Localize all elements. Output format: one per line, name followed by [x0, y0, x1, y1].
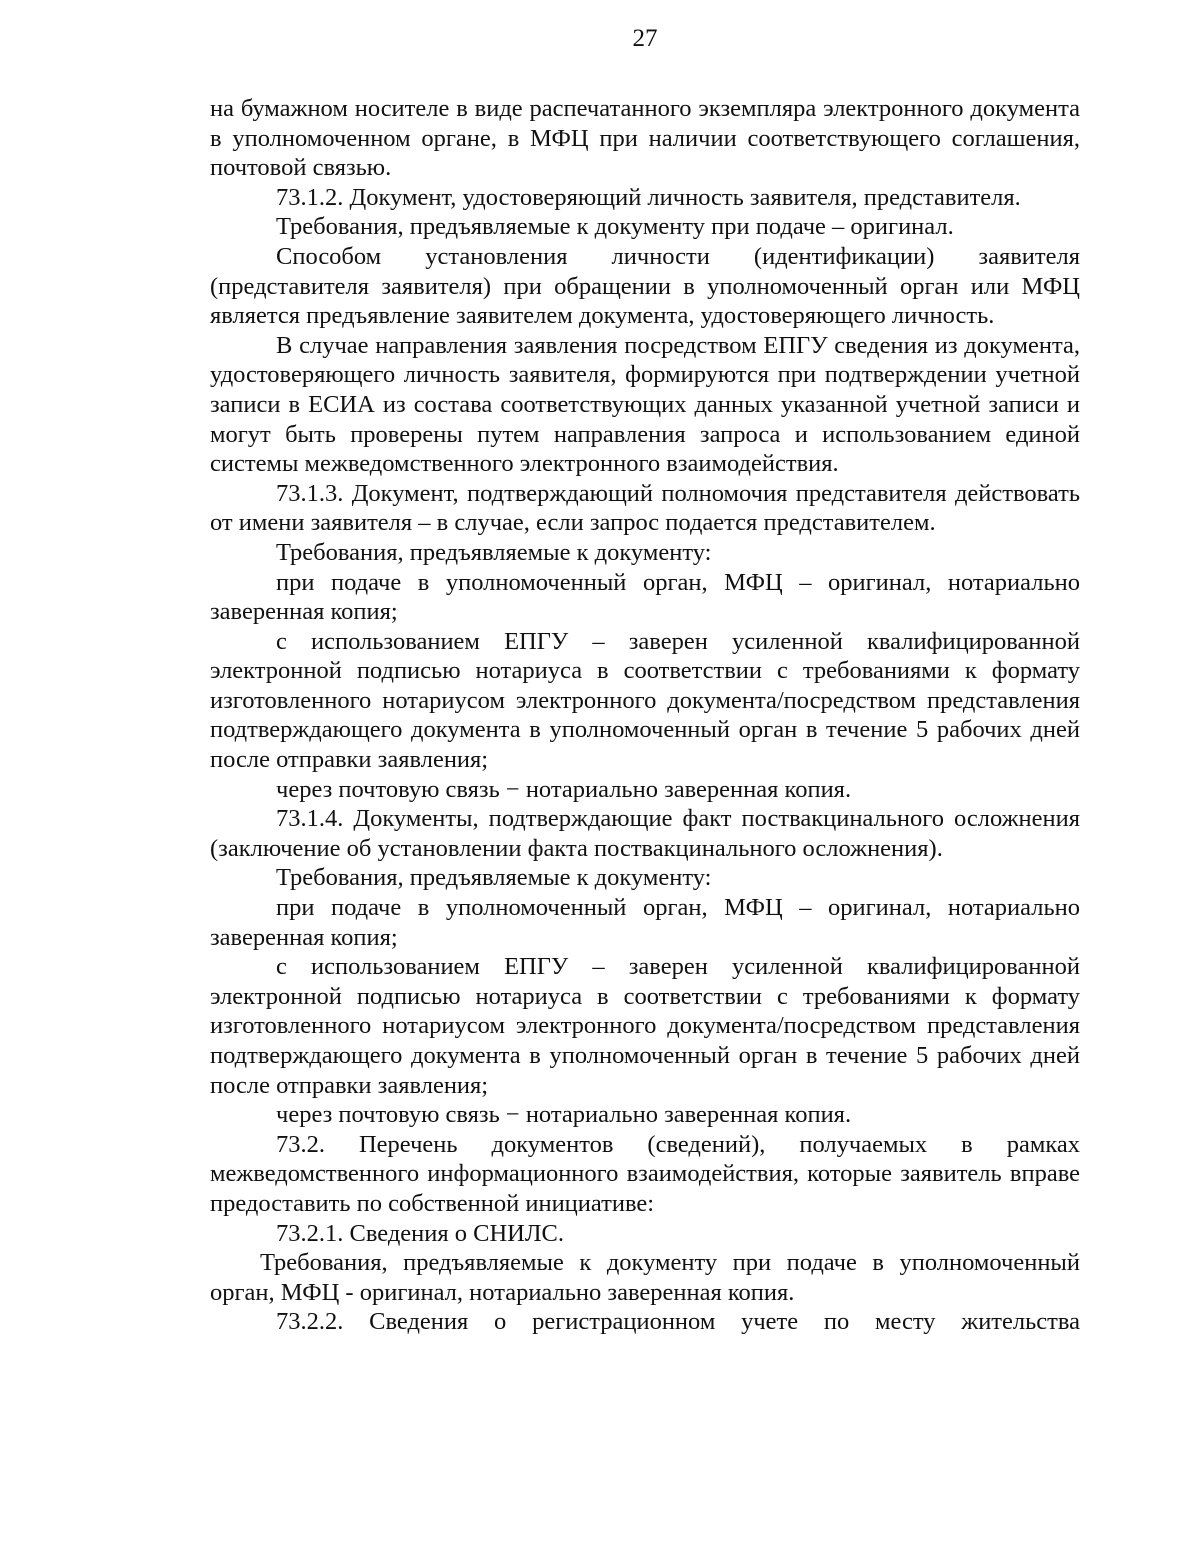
paragraph-73-2-2: 73.2.2. Сведения о регистрационном учете по месту жительства	[276, 1308, 1080, 1336]
paragraph-via-post: через почтовую связь − нотариально заверенная копия.	[276, 775, 852, 803]
document-body	[210, 94, 1080, 1337]
paragraph-73-1-2: 73.1.2. Документ, удостоверяющий личность заявителя, представителя.	[276, 183, 1021, 211]
paragraph-in-person: при подаче в уполномоченный орган, МФЦ – оригинал, нотариально заверенная копия;	[210, 568, 1080, 626]
paragraph-73-2-1: 73.2.1. Сведения о СНИЛС.	[276, 1219, 564, 1247]
paragraph-snils-requirements: Требования, предъявляемые к документу при подаче в уполномоченный орган, МФЦ - оригинал, нотариально заверенная копия.	[210, 1249, 1080, 1306]
paragraph-continuation: на бумажном носителе в виде распечатанного экземпляра электронного документа в уполномоченном органе, в МФЦ при наличии соответствующего соглашения, почтовой связью.	[210, 95, 1080, 182]
paragraph-73-1-3: 73.1.3. Документ, подтверждающий полномочия представителя действовать от имени заявителя – в случае, если запрос подается представителем.	[210, 479, 1080, 537]
paragraph-73-2: 73.2. Перечень документов (сведений), получаемых в рамках межведомственного информационного взаимодействия, которые заявитель вправе предоставить по собственной инициативе:	[210, 1130, 1080, 1217]
paragraph-73-1-4: 73.1.4. Документы, подтверждающие факт поствакцинального осложнения (заключение об установлении факта поствакцинального осложнения).	[210, 805, 1080, 862]
paragraph-via-epgu: с использованием ЕПГУ – заверен усиленной квалифицированной электронной подписью нотариуса в соответствии с требованиями к формату изготовленного нотариусом электронного документа/посредством представления подтверждающего документа в уполномоченный орган в течение 5 рабочих дней после отправки заявления;	[210, 953, 1080, 1099]
paragraph-requirements-heading: Требования, предъявляемые к документу:	[276, 538, 712, 566]
paragraph-via-epgu: с использованием ЕПГУ – заверен усиленной квалифицированной электронной подписью нотариуса в соответствии с требованиями к формату изготовленного нотариусом электронного документа/посредством представления подтверждающего документа в уполномоченный орган в течение 5 рабочих дней после отправки заявления;	[210, 627, 1080, 774]
paragraph-requirements-heading: Требования, предъявляемые к документу:	[276, 864, 712, 892]
page-number: 27	[632, 25, 658, 52]
paragraph-via-post: через почтовую связь − нотариально заверенная копия.	[276, 1101, 852, 1129]
paragraph-requirements: Требования, предъявляемые к документу при подаче – оригинал.	[276, 213, 954, 241]
paragraph-epgu-identity: В случае направления заявления посредством ЕПГУ сведения из документа, удостоверяющего личность заявителя, формируются при подтверждении учетной записи в ЕСИА из состава соответствующих данных указанной учетной записи и могут быть проверены путем направления запроса и использованием единой системы межведомственного электронного взаимодействия.	[210, 331, 1080, 478]
paragraph-identification-method: Способом установления личности (идентификации) заявителя (представителя заявителя) при обращении в уполномоченный орган или МФЦ является предъявление заявителем документа, удостоверяющего личность.	[210, 242, 1080, 330]
paragraph-in-person: при подаче в уполномоченный орган, МФЦ – оригинал, нотариально заверенная копия;	[210, 894, 1080, 951]
